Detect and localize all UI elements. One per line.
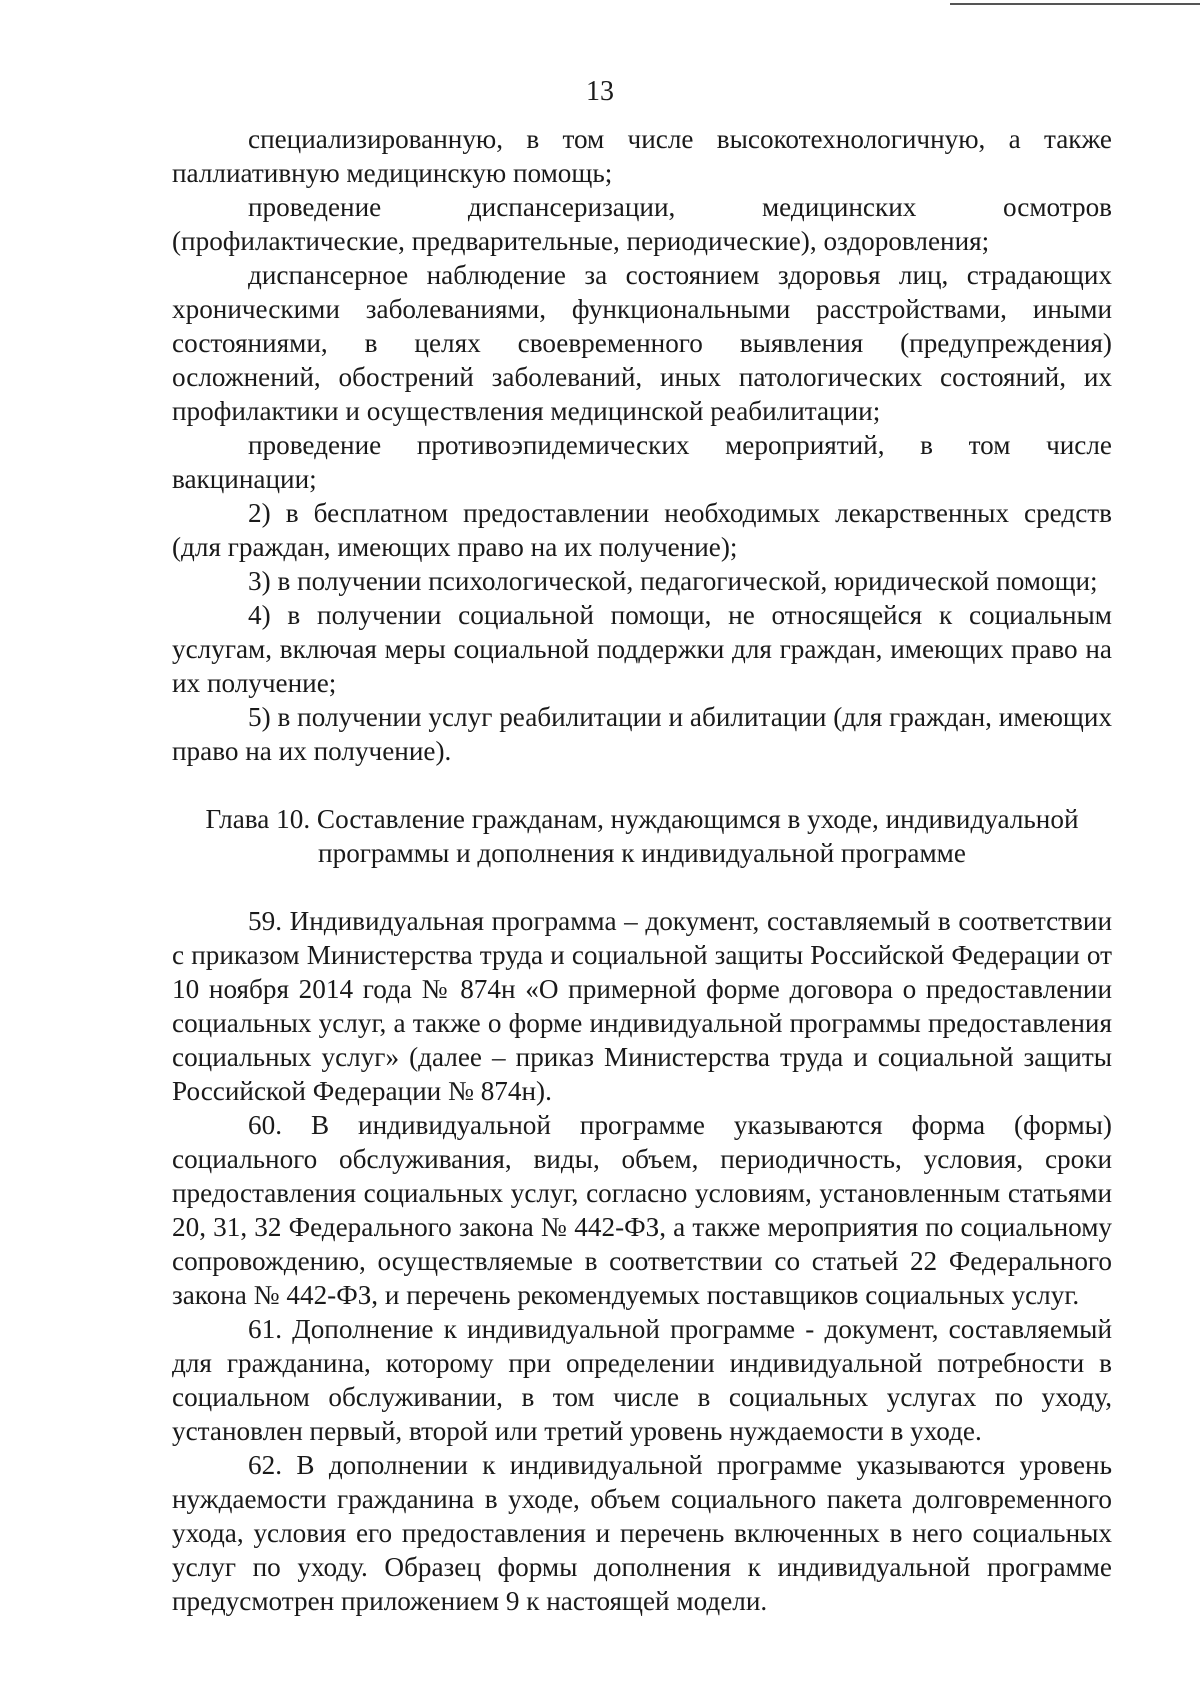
paragraph: 61. Дополнение к индивидуальной программе - документ, составляемый для гражданина, которому при определении индивидуальной потребности в социальном обслуживании, в том числе в социальных услугах по уходу, установлен первый, второй или третий уровень нуждаемости в уходе.: [172, 1314, 1112, 1446]
paragraph: 3) в получении психологической, педагогической, юридической помощи;: [248, 566, 1098, 596]
paragraph: 5) в получении услуг реабилитации и абилитации (для граждан, имеющих право на их получение).: [172, 702, 1112, 766]
paragraph: проведение диспансеризации, медицинских осмотров (профилактические, предварительные, периодические), оздоровления;: [172, 192, 1112, 256]
paragraph: специализированную, в том числе высокотехнологичную, а также паллиативную медицинскую помощь;: [172, 124, 1112, 188]
chapter-heading: [186, 802, 1098, 870]
page-number: 13: [586, 76, 614, 107]
paragraph: 4) в получении социальной помощи, не относящейся к социальным услугам, включая меры социальной поддержки для граждан, имеющих право на их получение;: [172, 600, 1112, 698]
paragraph: 59. Индивидуальная программа – документ, составляемый в соответствии с приказом Министерства труда и социальной защиты Российской Федерации от 10 ноября 2014 года № 874н «О примерной форме договора о предоставлении социальных услуг, а также о форме индивидуальной программы предоставления социальных услуг» (далее – приказ Министерства труда и социальной защиты Российской Федерации № 874н).: [172, 906, 1112, 1106]
chapter-heading-line2: программы и дополнения к индивидуальной программе: [318, 838, 966, 868]
paragraph: 62. В дополнении к индивидуальной программе указываются уровень нуждаемости гражданина в уходе, объем социального пакета долговременного ухода, условия его предоставления и перечень включенных в него социальных услуг по уходу. Образец формы дополнения к индивидуальной программе предусмотрен приложением 9 к настоящей модели.: [172, 1450, 1112, 1616]
document-body: [172, 122, 1112, 1618]
paragraph: 2) в бесплатном предоставлении необходимых лекарственных средств (для граждан, имеющих право на их получение);: [172, 498, 1112, 562]
top-edge-line: [950, 3, 1200, 5]
chapter-heading-line1: Глава 10. Составление гражданам, нуждающимся в уходе, индивидуальной: [205, 804, 1079, 834]
paragraph: 60. В индивидуальной программе указываются форма (формы) социального обслуживания, виды, объем, периодичность, условия, сроки предоставления социальных услуг, согласно условиям, установленным статьями 20, 31, 32 Федерального закона № 442-ФЗ, а также мероприятия по социальному сопровождению, осуществляемые в соответствии со статьей 22 Федерального закона № 442-ФЗ, и перечень рекомендуемых поставщиков социальных услуг.: [172, 1110, 1112, 1310]
paragraph: проведение противоэпидемических мероприятий, в том числе вакцинации;: [172, 430, 1112, 494]
paragraph: диспансерное наблюдение за состоянием здоровья лиц, страдающих хроническими заболеваниями, функциональными расстройствами, иными состояниями, в целях своевременного выявления (предупреждения) осложнений, обострений заболеваний, иных патологических состояний, их профилактики и осуществления медицинской реабилитации;: [172, 260, 1112, 426]
